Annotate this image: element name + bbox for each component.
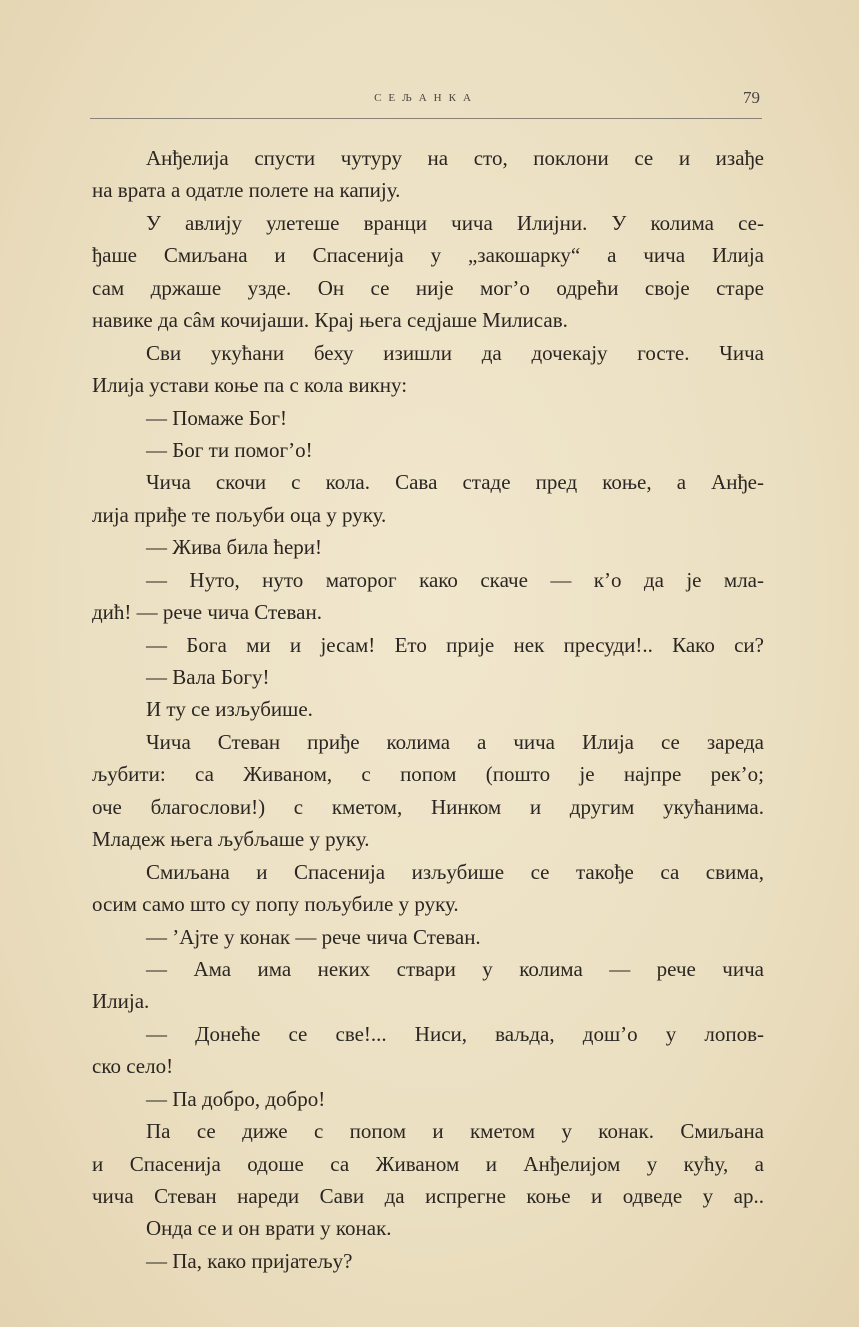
- text-line: ско село!: [92, 1054, 174, 1079]
- text-line: — Па добро, добро!: [146, 1086, 326, 1111]
- text-line: и Спасенија одоше са Живаном и Анђелијом у кућу, а: [92, 1151, 764, 1176]
- text-line: — ’Ајте у конак — рече чича Стеван.: [146, 924, 481, 949]
- text-line: лија приђе те пољуби оца у руку.: [92, 502, 387, 527]
- text-line: на врата а одатле полете на капију.: [92, 178, 401, 203]
- text-line: сам држаше узде. Он се није мог’о одрећи своје старе: [92, 275, 764, 300]
- text-line: Чича скочи с кола. Сава стаде пред коње, а Анђе-: [146, 470, 764, 495]
- text-line: Смиљана и Спасенија изљубише се такође са свима,: [146, 859, 764, 884]
- text-line: Онда се и он врати у конак.: [146, 1216, 392, 1241]
- text-line: У авлију улетеше вранци чича Илијни. У колима се-: [146, 210, 764, 235]
- text-line: — Бога ми и јесам! Ето прије нек пресуди!.. Како си?: [146, 632, 764, 657]
- text-line: ђаше Смиљана и Спасенија у „закошарку“ а чича Илија: [92, 243, 764, 268]
- text-line: Младеж њега љубљаше у руку.: [92, 827, 370, 852]
- text-line: — Ама има неких ствари у колима — рече чича: [146, 956, 764, 981]
- text-line: Чича Стеван приђе колима а чича Илија се зареда: [146, 729, 764, 754]
- text-line: Сви укућани беху изишли да дочекају госте. Чича: [146, 340, 764, 365]
- text-line: — Помаже Бог!: [146, 405, 287, 430]
- running-header: [90, 88, 762, 112]
- text-line: Анђелија спусти чутуру на сто, поклони се и изађе: [146, 146, 764, 170]
- text-line: Илија устави коње па с кола викну:: [92, 373, 408, 398]
- text-line: дић! — рече чича Стеван.: [92, 600, 322, 625]
- text-line: И ту се изљубише.: [146, 697, 313, 722]
- body-text: [92, 142, 764, 1277]
- header-rule: [90, 118, 762, 119]
- text-line: Илија.: [92, 989, 150, 1014]
- text-line: — Жива била ћери!: [146, 535, 323, 560]
- text-line: навике да сâм кочијаши. Крај њега седјаше Милисав.: [92, 308, 568, 333]
- text-line: чича Стеван нареди Сави да испрегне коње и одведе у ар..: [92, 1184, 764, 1208]
- text-line: — Донеће се све!... Ниси, ваљда, дош’о у лопов-: [146, 1021, 764, 1046]
- text-line: љубити: са Живаном, с попом (пошто је најпре рек’о;: [92, 762, 764, 787]
- text-line: осим само што су попу пољубиле у руку.: [92, 892, 459, 917]
- text-line: Па се диже с попом и кметом у конак. Смиљана: [146, 1119, 764, 1144]
- page-number: 79: [743, 88, 760, 107]
- running-title: СЕЉАНКА: [374, 92, 478, 104]
- text-line: оче благослови!) с кметом, Нинком и другим укућанима.: [92, 794, 764, 819]
- text-line: — Вала Богу!: [146, 665, 270, 689]
- text-line: — Нуто, нуто маторог како скаче — к’о да је мла-: [146, 567, 764, 592]
- text-line: — Бог ти помог’о!: [146, 437, 313, 462]
- text-line: — Па, како пријатељу?: [146, 1248, 353, 1273]
